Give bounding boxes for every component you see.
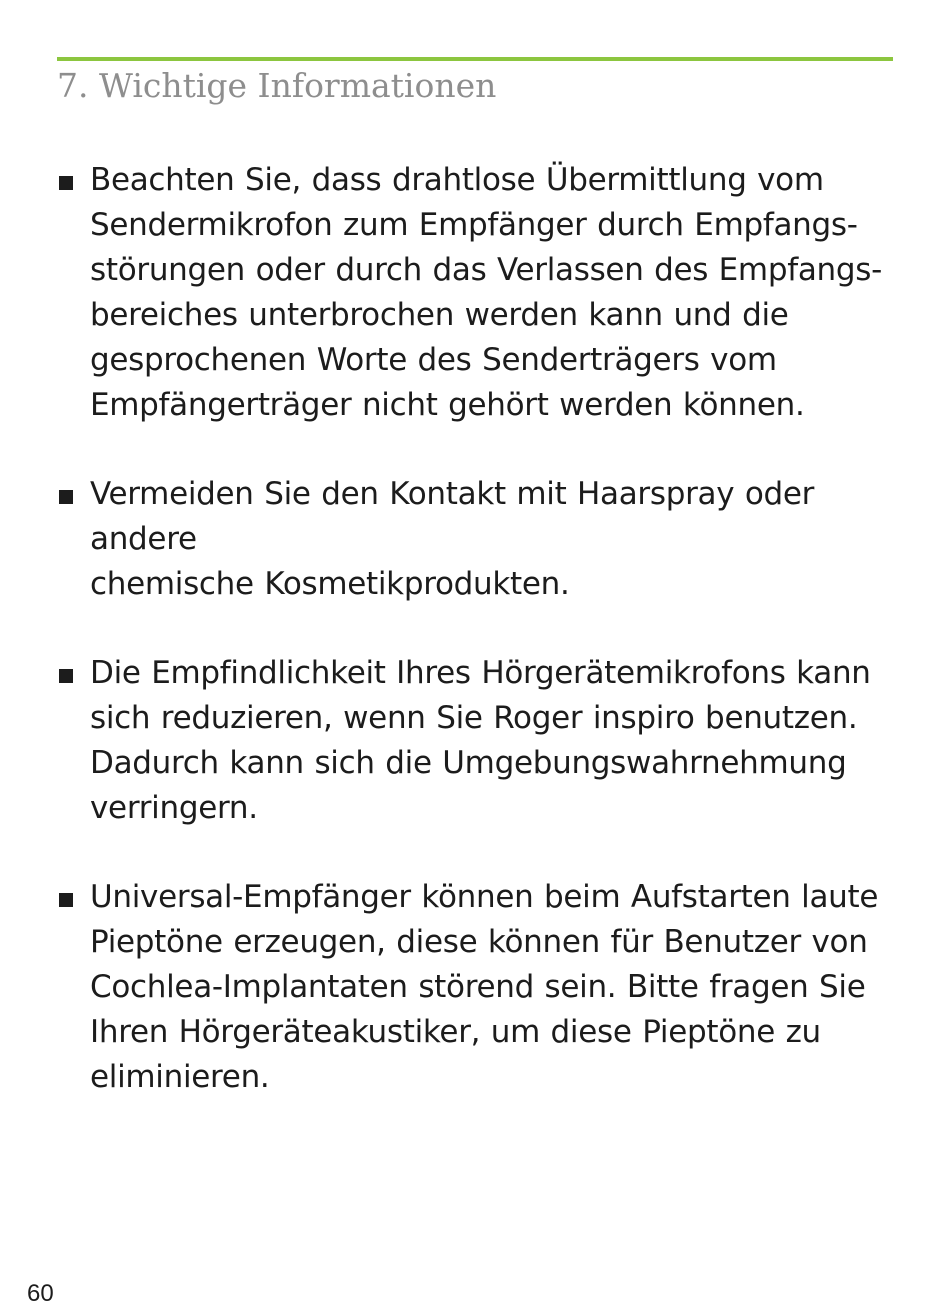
information-text [90,875,893,1100]
information-text [90,158,893,428]
text-line: Die Empfindlichkeit Ihres Hörgerätemikrofons kann [90,655,871,691]
text-line: störungen oder durch das Verlassen des Empfangs- [90,252,882,288]
text-line: Empfängerträger nicht gehört werden können. [90,387,805,423]
text-line: Vermeiden Sie den Kontakt mit Haarspray oder andere [90,476,815,557]
page-number: 60 [27,1280,54,1307]
text-line: Sendermikrofon zum Empfänger durch Empfangs- [90,207,858,243]
square-bullet-icon [59,669,73,683]
text-line: chemische Kosmetikprodukten. [90,566,570,602]
information-item [57,651,893,831]
text-line: sich reduzieren, wenn Sie Roger inspiro benutzen. [90,700,858,736]
information-item [57,875,893,1100]
information-text [90,651,893,831]
header-divider [57,57,893,61]
square-bullet-icon [59,893,73,907]
text-line: eliminieren. [90,1059,270,1095]
square-bullet-icon [59,176,73,190]
text-line: Universal-Empfänger können beim Aufstarten laute [90,879,879,915]
section-title: 7. Wichtige Informationen [57,66,497,105]
text-line: verringern. [90,790,258,826]
square-bullet-icon [59,490,73,504]
text-line: Ihren Hörgeräteakustiker, um diese Pieptöne zu [90,1014,821,1050]
text-line: Dadurch kann sich die Umgebungswahrnehmung [90,745,847,781]
information-text [90,472,893,607]
text-line: gesprochenen Worte des Senderträgers vom [90,342,777,378]
information-list [57,158,893,1144]
text-line: bereiches unterbrochen werden kann und die [90,297,789,333]
text-line: Pieptöne erzeugen, diese können für Benutzer von [90,924,868,960]
information-item [57,158,893,428]
text-line: Cochlea-Implantaten störend sein. Bitte fragen Sie [90,969,866,1005]
information-item [57,472,893,607]
text-line: Beachten Sie, dass drahtlose Übermittlung vom [90,162,824,198]
